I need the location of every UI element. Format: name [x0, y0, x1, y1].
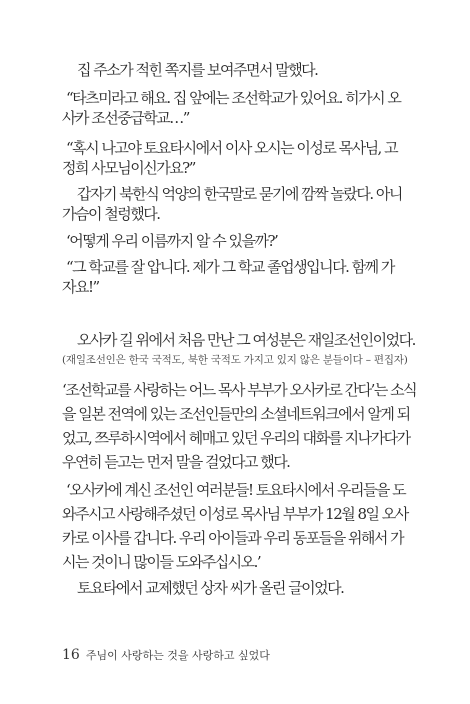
text-line: “그 학교를 잘 압니다. 제가 그 학교 졸업생입니다. 함께 가 — [66, 258, 394, 276]
running-title: 주님이 사랑하는 것을 사랑하고 싶었다 — [85, 649, 270, 662]
text-line: ‘오사카에 계신 조선인 여러분들! 토요타시에서 우리들을 도 — [66, 481, 406, 499]
text-line: 우연히 듣고는 먼저 말을 걸었다고 했다. — [62, 453, 290, 471]
page-footer — [62, 647, 270, 664]
text-line: “혹시 나고야 토요타시에서 이사 오시는 이성로 목사님, 고 — [66, 139, 398, 157]
text-line: 와주시고 사랑해주셨던 이성로 목사님 부부가 12월 8일 오사 — [62, 505, 408, 523]
text-line: 갑자기 북한식 억양의 한국말로 묻기에 깜짝 놀랐다. 아니 — [77, 185, 402, 203]
text-line: 오사카 길 위에서 처음 만난 그 여성분은 재일조선인이었다. — [77, 331, 415, 349]
text-line: 시는 것이니 많이들 도와주십시오.’ — [62, 553, 261, 571]
text-line: 을 일본 전역에 있는 조선인들만의 소셜네트워크에서 알게 되 — [62, 405, 410, 423]
text-line: “타츠미라고 해요. 집 앞에는 조선학교가 있어요. 히가시 오 — [66, 89, 401, 107]
text-line: 정희 사모님이신가요?” — [62, 159, 195, 177]
text-line: 자요!” — [62, 278, 99, 296]
page-number: 16 — [62, 647, 80, 663]
text-line: ‘어떻게 우리 이름까지 알 수 있을까?’ — [66, 232, 278, 250]
text-line: 토요타에서 교제했던 상자 씨가 올린 글이었다. — [77, 579, 344, 597]
text-line: 었고, 쯔루하시역에서 헤매고 있던 우리의 대화를 지나가다가 — [62, 429, 410, 447]
text-line: 사카 조선중급학교…” — [62, 109, 189, 127]
editor-note: (재일조선인은 한국 국적도, 북한 국적도 가지고 있지 않은 분들이다 – 편집자) — [62, 354, 408, 366]
text-line: 집 주소가 적힌 쪽지를 보여주면서 말했다. — [77, 61, 318, 79]
text-line: ‘조선학교를 사랑하는 어느 목사 부부가 오사카로 간다’는 소식 — [62, 381, 417, 399]
text-line: 가슴이 철렁했다. — [62, 205, 160, 223]
text-line: 카로 이사를 갑니다. 우리 아이들과 우리 동포들을 위해서 가 — [62, 529, 404, 547]
